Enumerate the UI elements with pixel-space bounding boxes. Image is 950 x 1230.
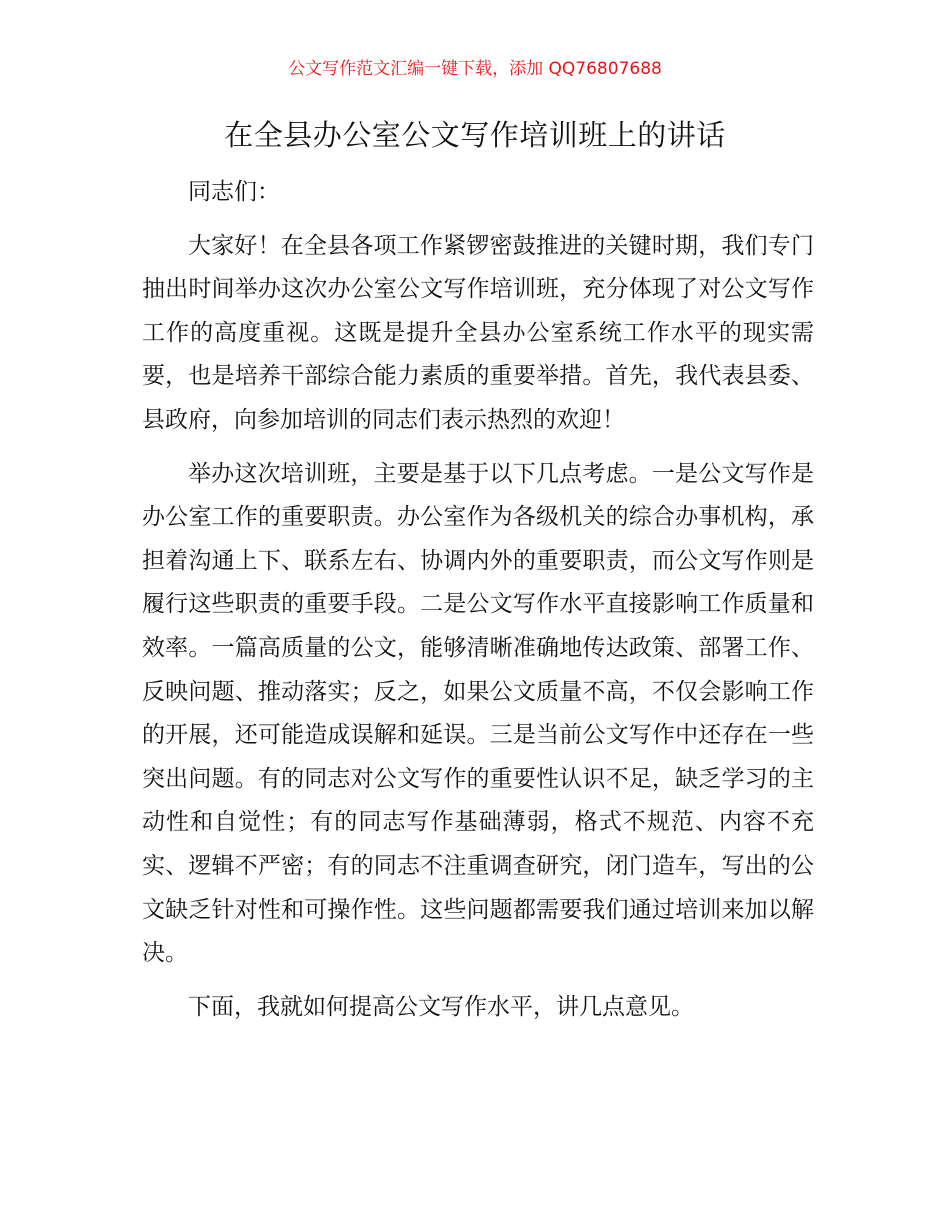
document-title: 在全县办公室公文写作培训班上的讲话 (224, 118, 726, 152)
paragraph-welcome: 大家好！在全县各项工作紧锣密鼓推进的关键时期，我们专门抽出时间举办这次办公室公文写作培训班，充分体现了对公文写作工作的高度重视。这既是提升全县办公室系统工作水平的现实需要，也是培养干部综合能力素质的重要举措。首先，我代表县委、县政府，向参加培训的同志们表示热烈的欢迎！ (142, 232, 814, 433)
promo-banner: 公文写作范文汇编一键下载，添加 QQ76807688 (288, 59, 662, 79)
paragraph-reasons: 举办这次培训班，主要是基于以下几点考虑。一是公文写作是办公室工作的重要职责。办公室作为各级机关的综合办事机构，承担着沟通上下、联系左右、协调内外的重要职责，而公文写作则是履行这些职责的重要手段。二是公文写作水平直接影响工作质量和效率。一篇高质量的公文，能够清晰准确地传达政策、部署工作、反映问题、推动落实；反之，如果公文质量不高，不仅会影响工作的开展，还可能造成误解和延误。三是当前公文写作中还存在一些突出问题。有的同志对公文写作的重要性认识不足，缺乏学习的主动性和自觉性；有的同志写作基础薄弱，格式不规范、内容不充实、逻辑不严密；有的同志不注重调查研究，闭门造车，写出的公文缺乏针对性和可操作性。这些问题都需要我们通过培训来加以解决。 (142, 460, 814, 967)
salutation: 同志们： (188, 179, 280, 205)
document-body (142, 171, 814, 1039)
paragraph-transition: 下面，我就如何提高公文写作水平，讲几点意见。 (188, 993, 694, 1020)
